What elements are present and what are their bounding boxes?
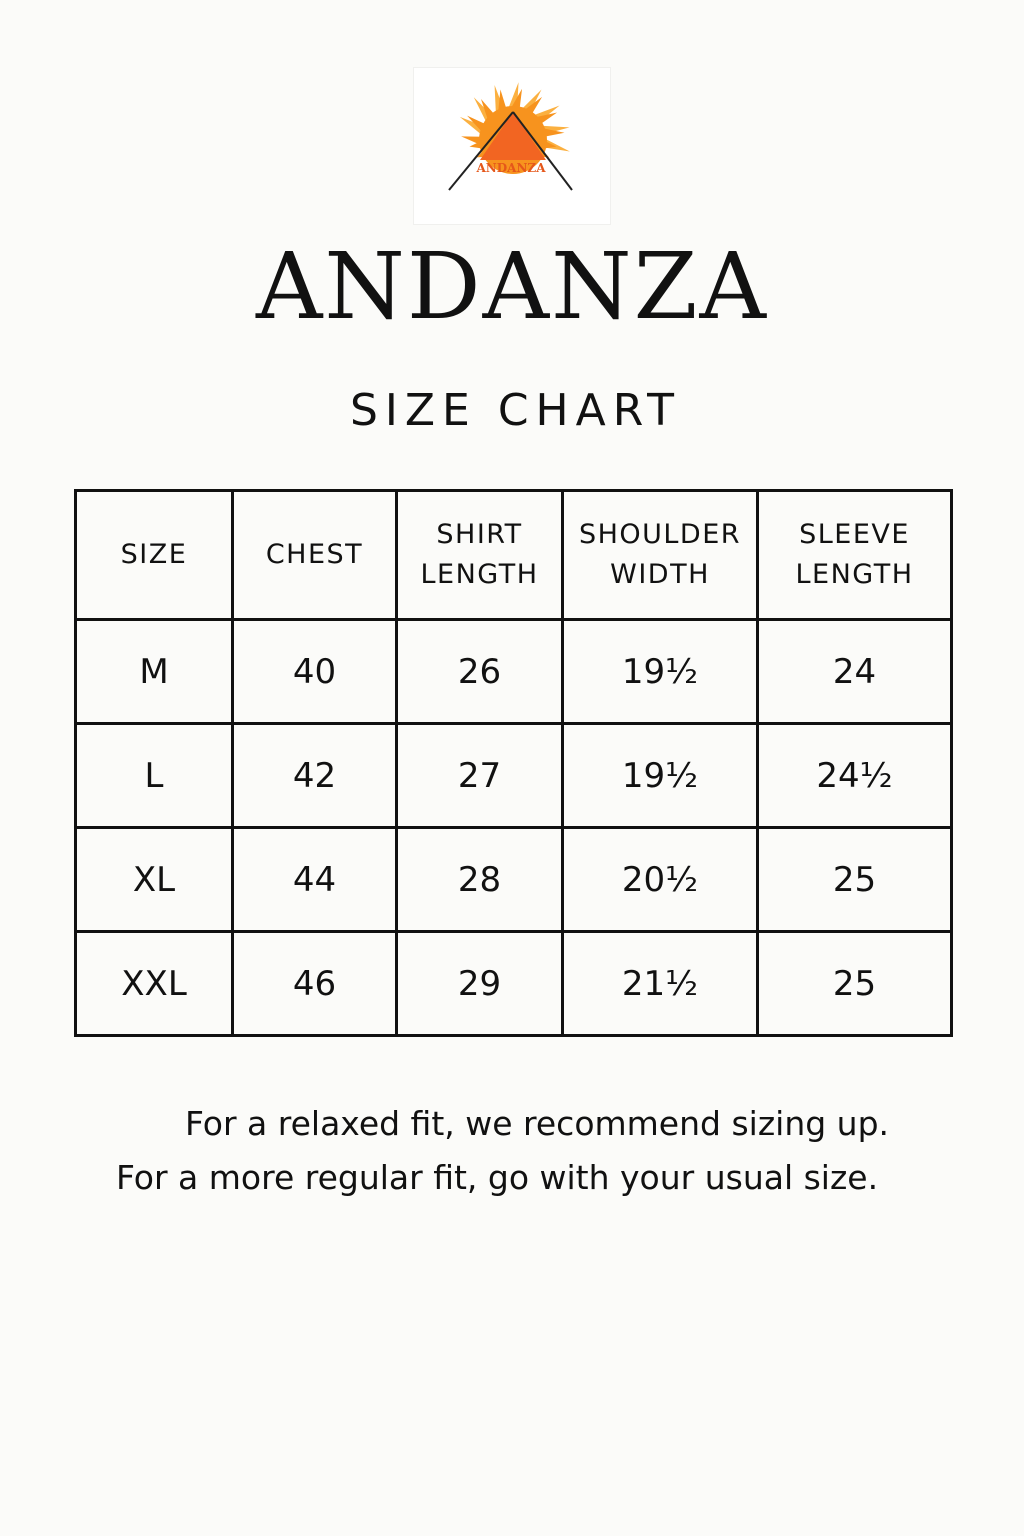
- brand-logo: [413, 67, 611, 225]
- cell-shirt-length: 29: [397, 932, 563, 1036]
- cell-chest: 46: [233, 932, 397, 1036]
- sun-mountain-logo-icon: [414, 68, 610, 224]
- cell-shoulder-width: 19½: [563, 724, 758, 828]
- header-shoulder-width: [563, 491, 758, 620]
- cell-chest: 40: [233, 620, 397, 724]
- header-label-line2: LENGTH: [795, 559, 914, 590]
- cell-size: XXL: [76, 932, 233, 1036]
- header-shirt-length: [397, 491, 563, 620]
- logo-wordmark: ANDANZA: [476, 161, 546, 175]
- cell-sleeve-length: 24: [758, 620, 952, 724]
- table-row: [76, 932, 952, 1036]
- cell-size: XL: [76, 828, 233, 932]
- cell-shoulder-width: 21½: [563, 932, 758, 1036]
- header-label-line2: WIDTH: [610, 559, 710, 590]
- header-label-line1: SLEEVE: [799, 519, 910, 550]
- cell-sleeve-length: 24½: [758, 724, 952, 828]
- cell-shirt-length: 28: [397, 828, 563, 932]
- fit-note-relaxed: For a relaxed fit, we recommend sizing up.: [185, 1104, 890, 1143]
- table-row: [76, 620, 952, 724]
- brand-name: ANDANZA: [255, 233, 768, 340]
- header-label: SIZE: [120, 539, 188, 570]
- header-label: CHEST: [265, 539, 364, 570]
- header-label-line1: SHOULDER: [578, 519, 742, 550]
- cell-shirt-length: 27: [397, 724, 563, 828]
- header-size: [76, 491, 233, 620]
- cell-size: L: [76, 724, 233, 828]
- cell-chest: 42: [233, 724, 397, 828]
- cell-sleeve-length: 25: [758, 828, 952, 932]
- header-sleeve-length: [758, 491, 952, 620]
- cell-chest: 44: [233, 828, 397, 932]
- header-chest: [233, 491, 397, 620]
- cell-sleeve-length: 25: [758, 932, 952, 1036]
- page-subtitle: SIZE CHART: [350, 385, 681, 436]
- header-label-line1: SHIRT: [436, 519, 523, 550]
- table-row: [76, 828, 952, 932]
- table-row: [76, 724, 952, 828]
- cell-shirt-length: 26: [397, 620, 563, 724]
- fit-note-regular: For a more regular fit, go with your usual size.: [116, 1158, 879, 1197]
- table-header-row: [76, 491, 952, 620]
- cell-shoulder-width: 20½: [563, 828, 758, 932]
- size-table: [74, 489, 953, 1037]
- cell-size: M: [76, 620, 233, 724]
- header-label-line2: LENGTH: [420, 559, 539, 590]
- cell-shoulder-width: 19½: [563, 620, 758, 724]
